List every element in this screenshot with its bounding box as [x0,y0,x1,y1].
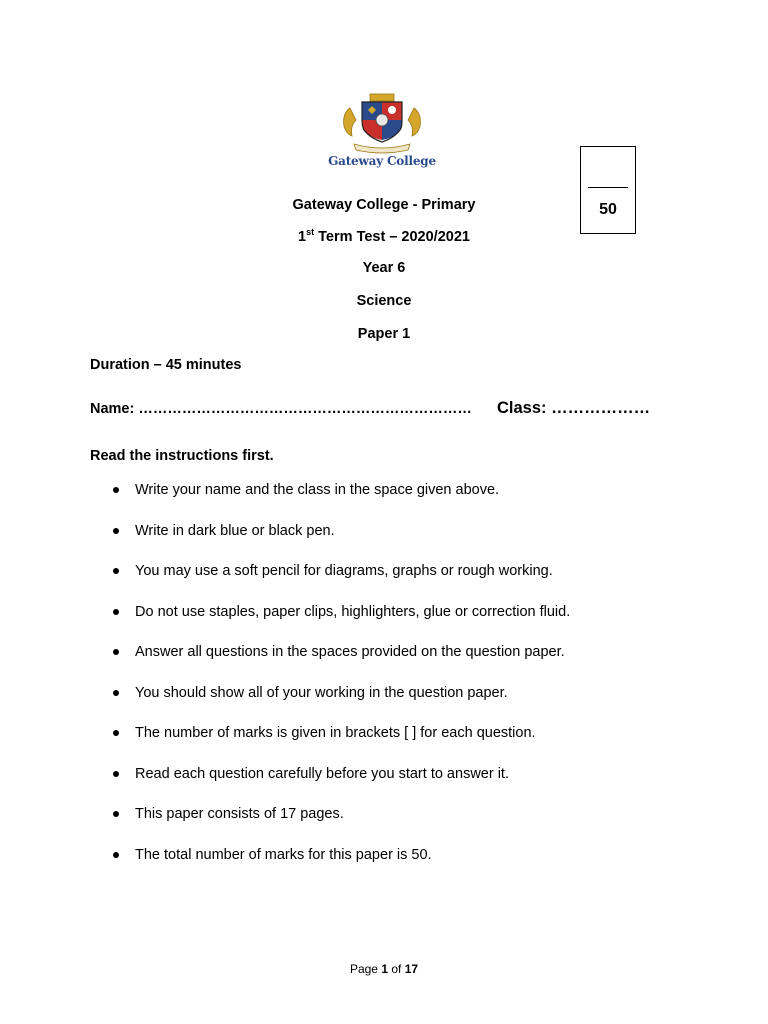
term-test-title [0,228,768,246]
college-crest-icon [328,88,436,154]
college-logo-name: Gateway College [328,154,436,168]
instruction-item: Write in dark blue or black pen. [113,519,570,560]
total-pages: 17 [404,962,419,976]
instruction-item: The total number of marks for this paper is 50. [113,843,570,884]
instruction-item: Read each question carefully before you start to answer it. [113,762,570,803]
of-label: of [391,962,402,976]
school-name: Gateway College - Primary [292,197,476,213]
term-ordinal-suffix: st [306,227,315,238]
instruction-item: This paper consists of 17 pages. [113,802,570,843]
instruction-item: You should show all of your working in the question paper. [113,681,570,722]
name-field: Name: …………………………………………………………… [90,401,472,417]
year-level: Year 6 [362,260,406,276]
page-label: Page [349,962,378,976]
instruction-item: Write your name and the class in the space given above. [113,478,570,519]
total-marks-box [580,146,636,234]
term-test-rest: Term Test – 2020/2021 [314,229,470,245]
duration-label: Duration – 45 minutes [90,357,242,373]
instructions-list [113,478,570,883]
subject-title: Science [356,293,412,309]
instruction-item: Answer all questions in the spaces provided on the question paper. [113,640,570,681]
paper-number: Paper 1 [357,326,411,342]
instruction-item: Do not use staples, paper clips, highlighters, glue or correction fluid. [113,600,570,641]
score-entry-line [588,187,628,188]
class-field: Class: ……………… [497,399,651,417]
instructions-heading: Read the instructions first. [90,448,274,464]
page-number: 1 [381,962,388,976]
instruction-item: The number of marks is given in brackets [ ] for each question. [113,721,570,762]
college-logo [328,88,436,176]
page-footer [0,962,768,976]
term-ordinal: 1 [298,229,307,245]
instruction-item: You may use a soft pencil for diagrams, graphs or rough working. [113,559,570,600]
total-marks-value: 50 [599,201,617,218]
